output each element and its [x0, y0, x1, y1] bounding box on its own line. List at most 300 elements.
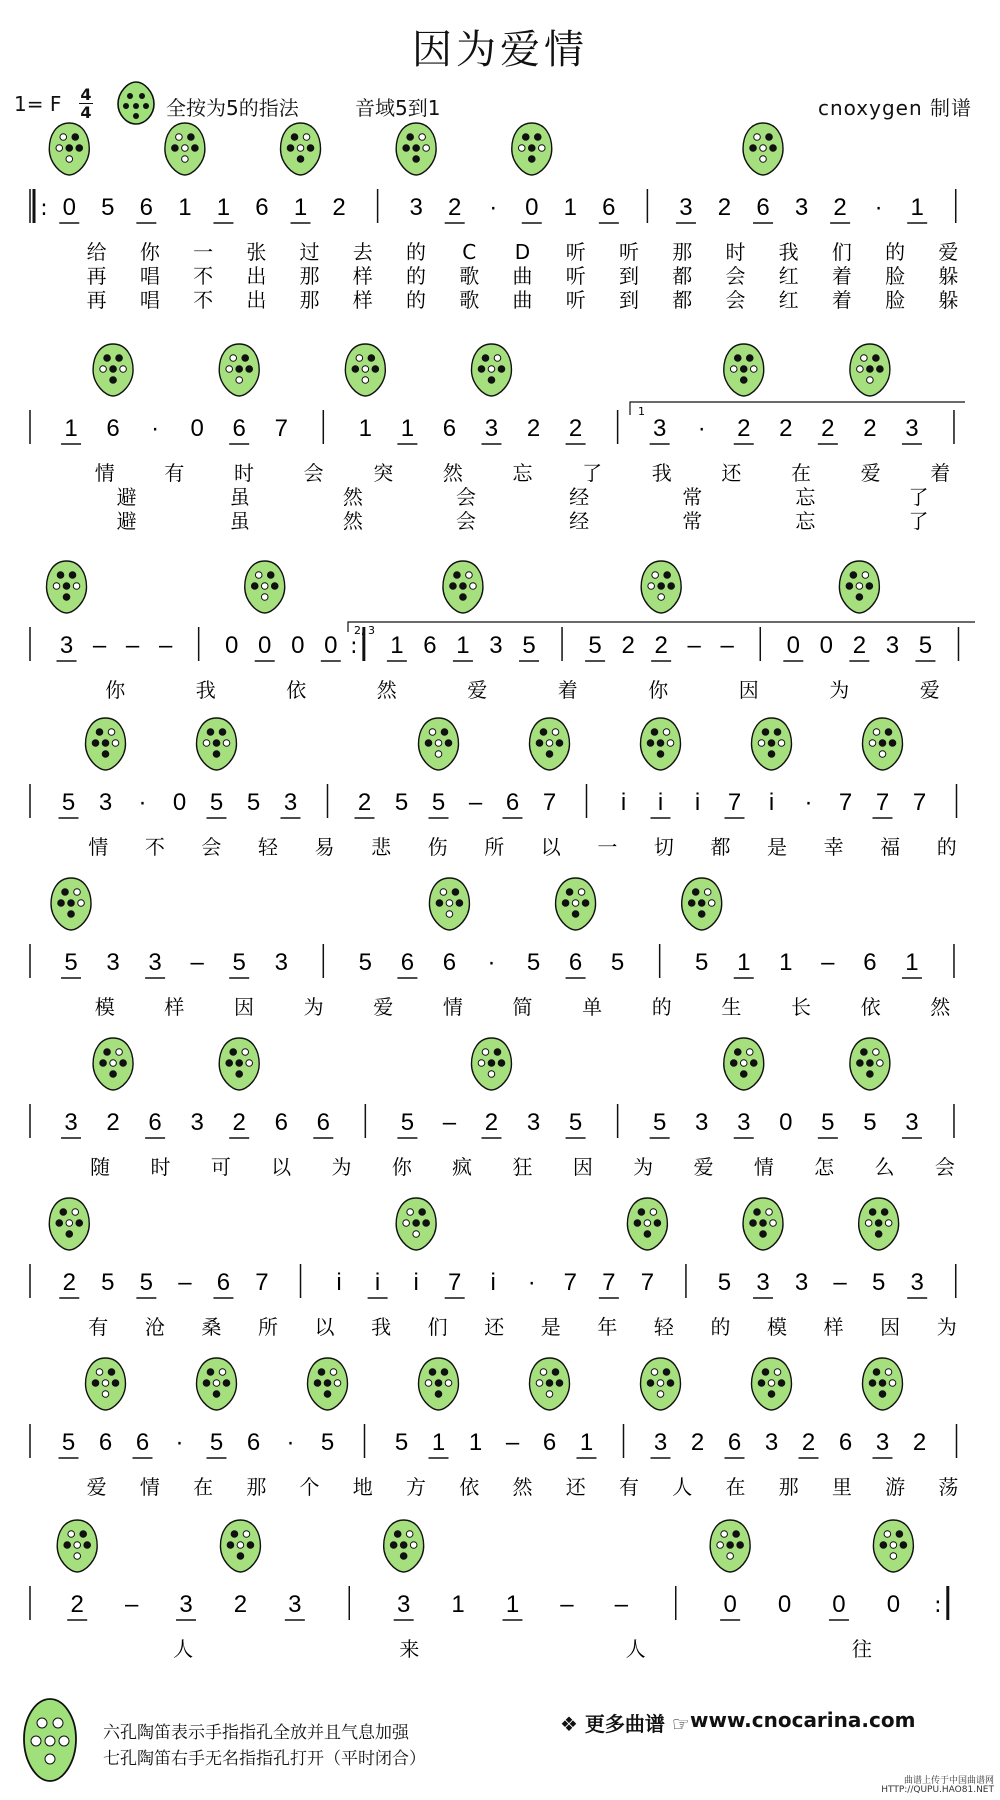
lyric-char: 然 — [512, 1475, 533, 1499]
lyric-char: 桑 — [201, 1315, 222, 1339]
lyric-char: 躲 — [938, 264, 959, 288]
note: 3 — [764, 1429, 779, 1456]
note: 2 — [737, 415, 751, 442]
note: 2 — [526, 415, 541, 442]
ocarina-fingering-icon — [863, 1358, 903, 1410]
note: 6 — [255, 194, 269, 221]
lyric-char: 那 — [299, 288, 320, 312]
note: 3 — [526, 1109, 541, 1136]
lyric-char: 模 — [94, 995, 115, 1019]
lyric-char: 在 — [725, 1475, 746, 1499]
note: 2 — [833, 194, 847, 221]
lyric-char: 红 — [778, 264, 799, 288]
note: – — [505, 1429, 520, 1456]
note: 6 — [274, 1109, 288, 1136]
note: 1 — [64, 415, 78, 442]
lyric-char: 忘 — [795, 509, 816, 533]
note: 2 — [779, 415, 793, 442]
lyric-char: 荡 — [938, 1475, 959, 1499]
ocarina-fingering-icon — [752, 1358, 792, 1410]
lyric-char: 出 — [246, 264, 267, 288]
lyric-char: 曲 — [512, 264, 533, 288]
note: – — [178, 1269, 192, 1296]
range-note: 音域5到1 — [355, 96, 441, 120]
lyric-char: 单 — [582, 995, 603, 1019]
note: 1 — [390, 632, 404, 659]
note: 6 — [139, 194, 154, 221]
note: 0 — [886, 1591, 901, 1618]
lyric-char: 爱 — [373, 995, 394, 1019]
note: 3 — [679, 194, 693, 221]
note: 6 — [727, 1429, 742, 1456]
ocarina-fingering-icon — [710, 1520, 750, 1572]
ocarina-fingering-icon — [396, 1198, 436, 1250]
note: – — [687, 632, 701, 659]
lyric-char: 游 — [885, 1475, 906, 1499]
ocarina-fingering-icon — [641, 1358, 681, 1410]
lyric-char: 一 — [597, 835, 618, 859]
note: 1 — [910, 194, 924, 221]
ocarina-fingering-icon — [873, 1520, 913, 1572]
ocarina-fingering-icon — [627, 1198, 667, 1250]
lyric-char: 时 — [150, 1155, 171, 1179]
note: 5 — [209, 789, 224, 816]
lyric-char: 往 — [851, 1637, 872, 1661]
lyric-char: 常 — [682, 485, 703, 509]
lyric-char: 情 — [442, 995, 463, 1019]
lyric-char: 然 — [442, 461, 463, 485]
note: 5 — [61, 789, 76, 816]
note: – — [468, 789, 483, 816]
note: 7 — [563, 1269, 577, 1296]
lyric-char: 着 — [831, 264, 852, 288]
lyric-char: 以 — [314, 1315, 335, 1339]
note: 3 — [64, 1109, 78, 1136]
lyric-char: 你 — [139, 240, 160, 264]
note: 2 — [357, 789, 372, 816]
lyric-char: 经 — [569, 509, 590, 533]
note: 5 — [821, 1109, 835, 1136]
note: 3 — [283, 789, 298, 816]
lyric-char: 为 — [936, 1315, 957, 1339]
note: 7 — [875, 789, 890, 816]
lyric-char: 人 — [173, 1637, 194, 1661]
note: 5 — [209, 1429, 224, 1456]
ocarina-fingering-icon — [724, 344, 764, 396]
note: 0 — [172, 789, 187, 816]
lyric-char: 个 — [299, 1475, 320, 1499]
note: i — [413, 1269, 419, 1296]
note: 7 — [602, 1269, 616, 1296]
note: 5 — [588, 632, 602, 659]
note: 1 — [505, 1591, 520, 1618]
note: – — [720, 632, 734, 659]
lyric-char: 狂 — [512, 1155, 533, 1179]
note: 6 — [246, 1429, 261, 1456]
ocarina-fingering-icon — [165, 123, 205, 175]
lyric-char: 会 — [725, 264, 746, 288]
note: 2 — [863, 415, 877, 442]
lyric-char: 听 — [618, 240, 639, 264]
ocarina-fingering-icon — [197, 1358, 237, 1410]
note: 5 — [61, 1429, 76, 1456]
lyric-char: 是 — [767, 835, 788, 859]
watermark-url: HTTP://QUPU.HAO81.NET — [881, 1785, 994, 1795]
note: 2 — [233, 1591, 248, 1618]
lyric-char: 的 — [406, 264, 427, 288]
more-scores-label: ❖ 更多曲谱 ☞ — [560, 1712, 690, 1736]
note: 3 — [875, 1429, 890, 1456]
note: 7 — [255, 1269, 269, 1296]
note: 6 — [863, 949, 877, 976]
note: 6 — [542, 1429, 557, 1456]
lyric-char: 会 — [455, 485, 476, 509]
note: i — [694, 789, 701, 816]
note: 0 — [190, 415, 204, 442]
note: – — [833, 1269, 847, 1296]
lyric-char: 我 — [371, 1315, 392, 1339]
note: 2 — [332, 194, 346, 221]
ocarina-fingering-icon — [752, 718, 792, 770]
lyric-char: 福 — [880, 835, 901, 859]
lyric-char: 张 — [246, 240, 267, 264]
lyric-char: 的 — [406, 240, 427, 264]
ocarina-fingering-icon — [220, 1520, 260, 1572]
note: 1 — [178, 194, 192, 221]
ocarina-fingering-icon — [245, 561, 285, 613]
note: 2 — [70, 1591, 84, 1618]
lyric-char: 时 — [725, 240, 746, 264]
lyric-char: 样 — [164, 995, 185, 1019]
note: 3 — [794, 194, 809, 221]
lyric-char: 听 — [565, 288, 586, 312]
ocarina-fingering-icon — [219, 1038, 259, 1090]
lyric-char: 还 — [565, 1475, 586, 1499]
volta-label-1: 1 — [638, 405, 645, 418]
lyric-char: 依 — [286, 678, 307, 702]
note: 6 — [505, 789, 520, 816]
note: 3 — [652, 415, 667, 442]
note: 3 — [905, 1109, 919, 1136]
note: · — [697, 415, 706, 442]
note: 2 — [821, 415, 835, 442]
note: 7 — [838, 789, 853, 816]
note: 6 — [216, 1269, 231, 1296]
note: 5 — [568, 1109, 583, 1136]
lyric-char: 以 — [271, 1155, 292, 1179]
note: 5 — [358, 949, 373, 976]
watermark-text: 曲谱上传于中国曲谱网 — [903, 1776, 994, 1786]
lyric-char: 们 — [831, 240, 852, 264]
note: i — [657, 789, 664, 816]
lyric-char: 了 — [582, 461, 603, 485]
note: 2 — [717, 194, 732, 221]
lyric-char: 有 — [618, 1475, 639, 1499]
ocarina-fingering-icon — [743, 123, 783, 175]
note: 2 — [232, 1109, 246, 1136]
note: 5 — [101, 1269, 115, 1296]
lyric-char: 长 — [790, 995, 811, 1019]
note: 5 — [394, 1429, 409, 1456]
note: 1 — [431, 1429, 446, 1456]
lyric-char: 方 — [406, 1475, 427, 1499]
ocarina-fingering-icon — [530, 1358, 570, 1410]
lyric-char: 歌 — [459, 264, 480, 288]
lyric-char: 都 — [710, 835, 731, 859]
note: – — [560, 1591, 574, 1618]
note: 5 — [400, 1109, 415, 1136]
lyric-char: 的 — [651, 995, 672, 1019]
lyric-char: 样 — [823, 1315, 844, 1339]
note: 3 — [653, 1429, 668, 1456]
note: 3 — [148, 949, 162, 976]
lyric-char: 脸 — [885, 264, 906, 288]
ocarina-fingering-icon — [345, 344, 385, 396]
time-sig-bottom: 4 — [80, 103, 92, 122]
note: 3 — [190, 1109, 204, 1136]
note: 0 — [786, 632, 800, 659]
ocarina-fingering-icon — [443, 561, 483, 613]
note: 3 — [106, 949, 120, 976]
note: 3 — [794, 1269, 809, 1296]
note: 5 — [871, 1269, 886, 1296]
lyric-char: 那 — [672, 240, 693, 264]
ocarina-fingering-icon — [471, 1038, 511, 1090]
ocarina-fingering-icon — [850, 1038, 890, 1090]
lyric-char: 再 — [86, 288, 107, 312]
note: 2 — [106, 1109, 120, 1136]
ocarina-fingering-icon — [850, 344, 890, 396]
note: 0 — [225, 632, 239, 659]
lyric-char: 然 — [342, 485, 363, 509]
ocarina-fingering-icon — [93, 1038, 133, 1090]
lyric-char: 着 — [557, 678, 578, 702]
repeat-dots: : — [934, 1593, 942, 1618]
lyric-char: 那 — [299, 264, 320, 288]
note: · — [804, 789, 813, 816]
lyric-char: 的 — [885, 240, 906, 264]
lyric-char: 你 — [105, 678, 126, 702]
lyric-char: 情 — [139, 1475, 160, 1499]
lyric-char: 躲 — [938, 288, 959, 312]
lyric-char: 过 — [299, 240, 320, 264]
ocarina-fingering-icon — [93, 344, 133, 396]
note: – — [442, 1109, 457, 1136]
lyric-char: 曲 — [512, 288, 533, 312]
lyric-char: 我 — [778, 240, 799, 264]
lyric-char: 去 — [352, 240, 373, 264]
note: 6 — [232, 415, 246, 442]
ocarina-fingering-icon — [641, 561, 681, 613]
footer-note-2: 七孔陶笛右手无名指指孔打开（平时闭合） — [103, 1749, 426, 1769]
lyric-char: 所 — [484, 835, 505, 859]
repeat-dots: : — [350, 634, 358, 659]
site-url[interactable]: www.cnocarina.com — [690, 1708, 916, 1732]
ocarina-fingering-icon — [419, 1358, 459, 1410]
note: · — [151, 415, 160, 442]
note: 3 — [396, 1591, 411, 1618]
note: 3 — [756, 1269, 770, 1296]
note: 0 — [777, 1591, 792, 1618]
lyric-char: 唱 — [139, 264, 160, 288]
lyric-char: 年 — [597, 1315, 618, 1339]
lyric-char: 在 — [790, 461, 811, 485]
note: 2 — [801, 1429, 816, 1456]
lyric-char: 爱 — [860, 461, 881, 485]
note: 3 — [179, 1591, 193, 1618]
ocarina-fingering-icon — [863, 718, 903, 770]
ocarina-fingering-icon — [57, 1520, 97, 1572]
lyric-char: 听 — [565, 264, 586, 288]
time-sig-top: 4 — [80, 85, 92, 104]
note: 7 — [542, 789, 557, 816]
note: 3 — [695, 1109, 709, 1136]
note: 5 — [526, 949, 541, 976]
note: 3 — [288, 1591, 302, 1618]
lyric-char: 来 — [399, 1637, 420, 1661]
lyric-char: 都 — [672, 264, 693, 288]
ocarina-fingering-icon — [419, 718, 459, 770]
lyric-char: 情 — [753, 1155, 774, 1179]
ocarina-fingering-icon — [724, 1038, 764, 1090]
lyric-char: 所 — [257, 1315, 278, 1339]
lyric-char: 不 — [144, 835, 165, 859]
lyric-char: 以 — [540, 835, 561, 859]
note: 6 — [148, 1109, 162, 1136]
lyric-char: 会 — [201, 835, 222, 859]
fingering-note: 全按为5的指法 — [166, 96, 299, 120]
lyric-char: 的 — [710, 1315, 731, 1339]
note: i — [490, 1269, 496, 1296]
lyric-char: 疯 — [452, 1155, 473, 1179]
lyric-char: 悲 — [371, 835, 392, 859]
lyric-char: 忘 — [512, 461, 533, 485]
lyric-char: 因 — [738, 678, 759, 702]
note: 6 — [838, 1429, 853, 1456]
note: 5 — [394, 789, 409, 816]
lyric-char: 爱 — [86, 1475, 107, 1499]
repeat-start-dots: : — [40, 196, 48, 221]
lyric-char: 然 — [342, 509, 363, 533]
note: 6 — [442, 415, 457, 442]
note: 3 — [910, 1269, 924, 1296]
lyric-char: 还 — [721, 461, 742, 485]
lyric-char: 伤 — [427, 835, 448, 859]
note: 5 — [431, 789, 446, 816]
lyric-char: 在 — [193, 1475, 214, 1499]
note: 6 — [316, 1109, 330, 1136]
page-title: 因为爱情 — [412, 27, 588, 73]
note: 1 — [905, 949, 919, 976]
note: 1 — [358, 415, 373, 442]
lyric-char: 幸 — [823, 835, 844, 859]
lyric-char: 因 — [234, 995, 255, 1019]
lyric-char: 轻 — [653, 1315, 674, 1339]
ocarina-fingering-icon — [86, 1358, 126, 1410]
lyric-char: 一 — [193, 240, 214, 264]
note: 0 — [324, 632, 338, 659]
ocarina-fingering-icon — [641, 718, 681, 770]
note: 2 — [912, 1429, 927, 1456]
lyric-char: 为 — [331, 1155, 352, 1179]
note: 3 — [98, 789, 113, 816]
note: 7 — [727, 789, 742, 816]
lyric-char: 歌 — [459, 288, 480, 312]
lyric-char: 地 — [352, 1475, 373, 1499]
lyric-char: 不 — [193, 264, 214, 288]
lyric-char: 可 — [210, 1155, 231, 1179]
note: – — [614, 1591, 629, 1618]
ocarina-fingering-icon — [429, 878, 469, 930]
volta-bracket-2 — [348, 622, 975, 632]
lyric-char: 生 — [721, 995, 742, 1019]
lyric-char: 然 — [930, 995, 951, 1019]
lyric-char: 虽 — [229, 485, 250, 509]
lyric-char: 爱 — [467, 678, 488, 702]
note: 6 — [400, 949, 415, 976]
lyric-char: 里 — [831, 1475, 852, 1499]
lyric-char: 怎 — [814, 1155, 835, 1179]
ocarina-fingering-icon — [859, 1198, 899, 1250]
note: 7 — [912, 789, 927, 816]
note: 0 — [723, 1591, 737, 1618]
lyric-char: 都 — [672, 288, 693, 312]
note: 0 — [832, 1591, 846, 1618]
note: · — [527, 1269, 536, 1296]
lyric-char: 沧 — [144, 1315, 165, 1339]
lyric-char: 依 — [860, 995, 881, 1019]
note: – — [158, 632, 173, 659]
note: 2 — [484, 1109, 499, 1136]
lyric-char: 模 — [767, 1315, 788, 1339]
note: 7 — [448, 1269, 462, 1296]
lyric-char: 突 — [373, 461, 394, 485]
lyric-char: 依 — [459, 1475, 480, 1499]
note: 0 — [525, 194, 539, 221]
note: 3 — [484, 415, 499, 442]
lyric-char: 了 — [908, 485, 929, 509]
lyric-char: 那 — [778, 1475, 799, 1499]
note: i — [374, 1269, 381, 1296]
ocarina-fingering-icon — [384, 1520, 424, 1572]
lyric-char: 听 — [565, 240, 586, 264]
lyric-char: 的 — [406, 288, 427, 312]
note: 6 — [106, 415, 120, 442]
lyric-char: 轻 — [257, 835, 278, 859]
note: – — [92, 632, 107, 659]
lyric-char: D — [514, 240, 531, 264]
note: 5 — [610, 949, 625, 976]
lyric-char: 人 — [625, 1637, 646, 1661]
note: 3 — [274, 949, 288, 976]
note: · — [286, 1429, 295, 1456]
ocarina-legend-icon — [20, 1695, 80, 1785]
lyric-char: 你 — [648, 678, 669, 702]
lyric-char: 你 — [391, 1155, 412, 1179]
lyric-char: 出 — [246, 288, 267, 312]
note: 2 — [621, 632, 635, 659]
lyric-char: 切 — [653, 835, 674, 859]
note: 5 — [717, 1269, 732, 1296]
volta-label-2: 2, 3 — [354, 624, 375, 637]
lyric-char: 么 — [874, 1155, 895, 1179]
note: 6 — [442, 949, 457, 976]
lyric-char: 我 — [651, 461, 672, 485]
lyric-char: 到 — [618, 264, 639, 288]
ocarina-fingering-icon — [197, 718, 237, 770]
note: 6 — [135, 1429, 150, 1456]
note: 3 — [905, 415, 919, 442]
